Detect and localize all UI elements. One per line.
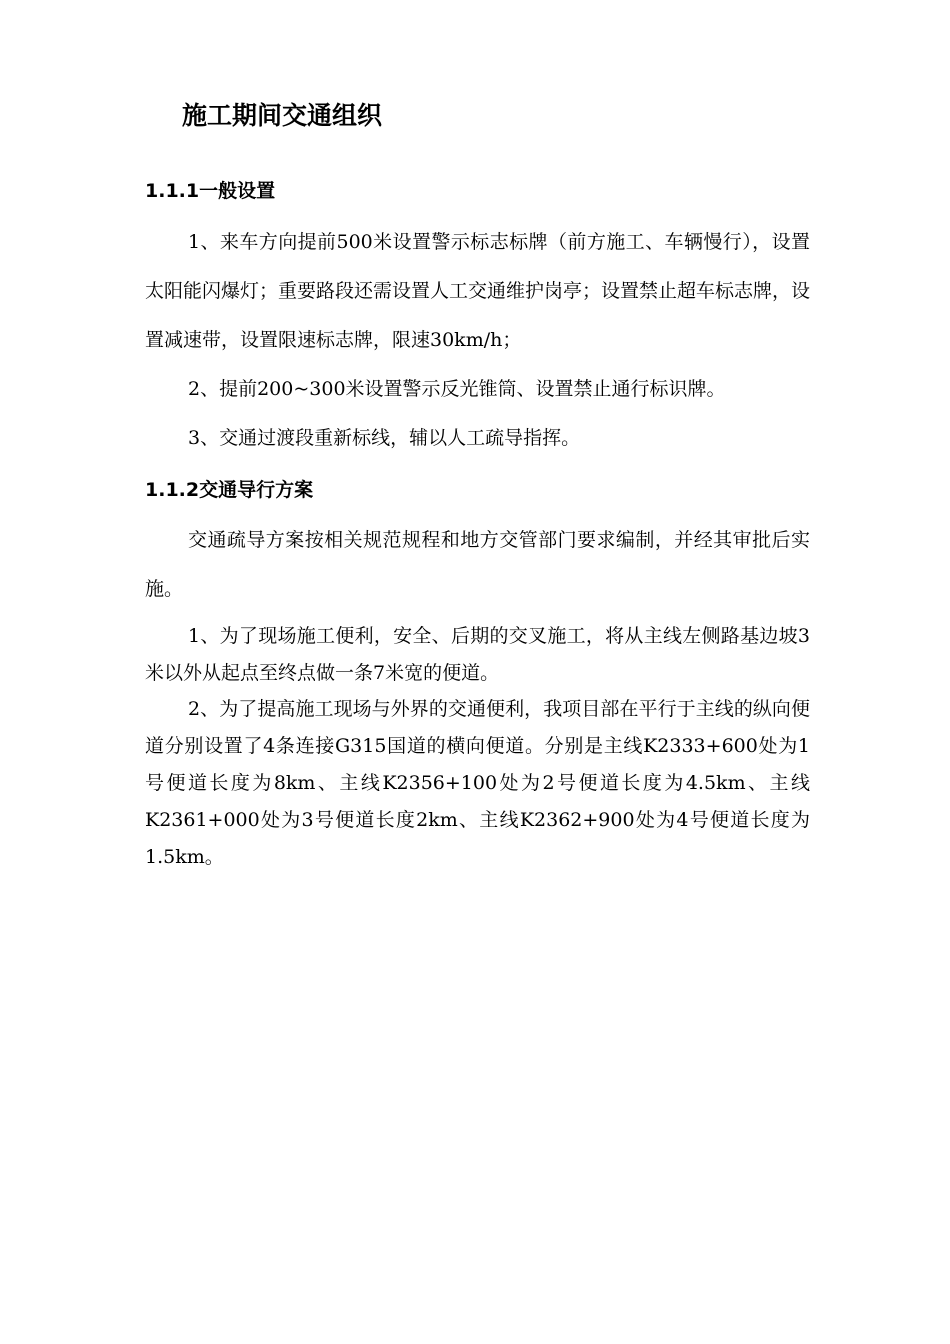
paragraph-access-road: 1、为了现场施工便利，安全、后期的交叉施工，将从主线左侧路基边坡3米以外从起点至终点做一条7米宽的便道。 bbox=[145, 625, 810, 684]
section-heading-general-settings: 1.1.1一般设置 bbox=[145, 180, 276, 202]
paragraph-transition-marking: 3、交通过渡段重新标线，辅以人工疏导指挥。 bbox=[188, 427, 581, 449]
paragraph-connecting-roads: 2、为了提高施工现场与外界的交通便利，我项目部在平行于主线的纵向便道分别设置了4条连接G315国道的横向便道。分别是主线K2333+600处为1号便道长度为8km、主线K2356+100处为2号便道长度为4.5km、主线K2361+000处为3号便道长度2km、主线K2362+900处为4号便道长度为1.5km。 bbox=[145, 698, 810, 868]
section-heading-traffic-plan: 1.1.2交通导行方案 bbox=[145, 479, 314, 501]
paragraph-reflective-cones: 2、提前200~300米设置警示反光锥筒、设置禁止通行标识牌。 bbox=[188, 378, 726, 400]
page-title: 施工期间交通组织 bbox=[182, 101, 383, 130]
paragraph-plan-approval: 交通疏导方案按相关规范规程和地方交管部门要求编制，并经其审批后实施。 bbox=[145, 529, 810, 600]
paragraph-warning-signs: 1、来车方向提前500米设置警示标志标牌（前方施工、车辆慢行），设置太阳能闪爆灯；重要路段还需设置人工交通维护岗亭；设置禁止超车标志牌，设置减速带，设置限速标志牌，限速30km/h； bbox=[145, 231, 811, 351]
